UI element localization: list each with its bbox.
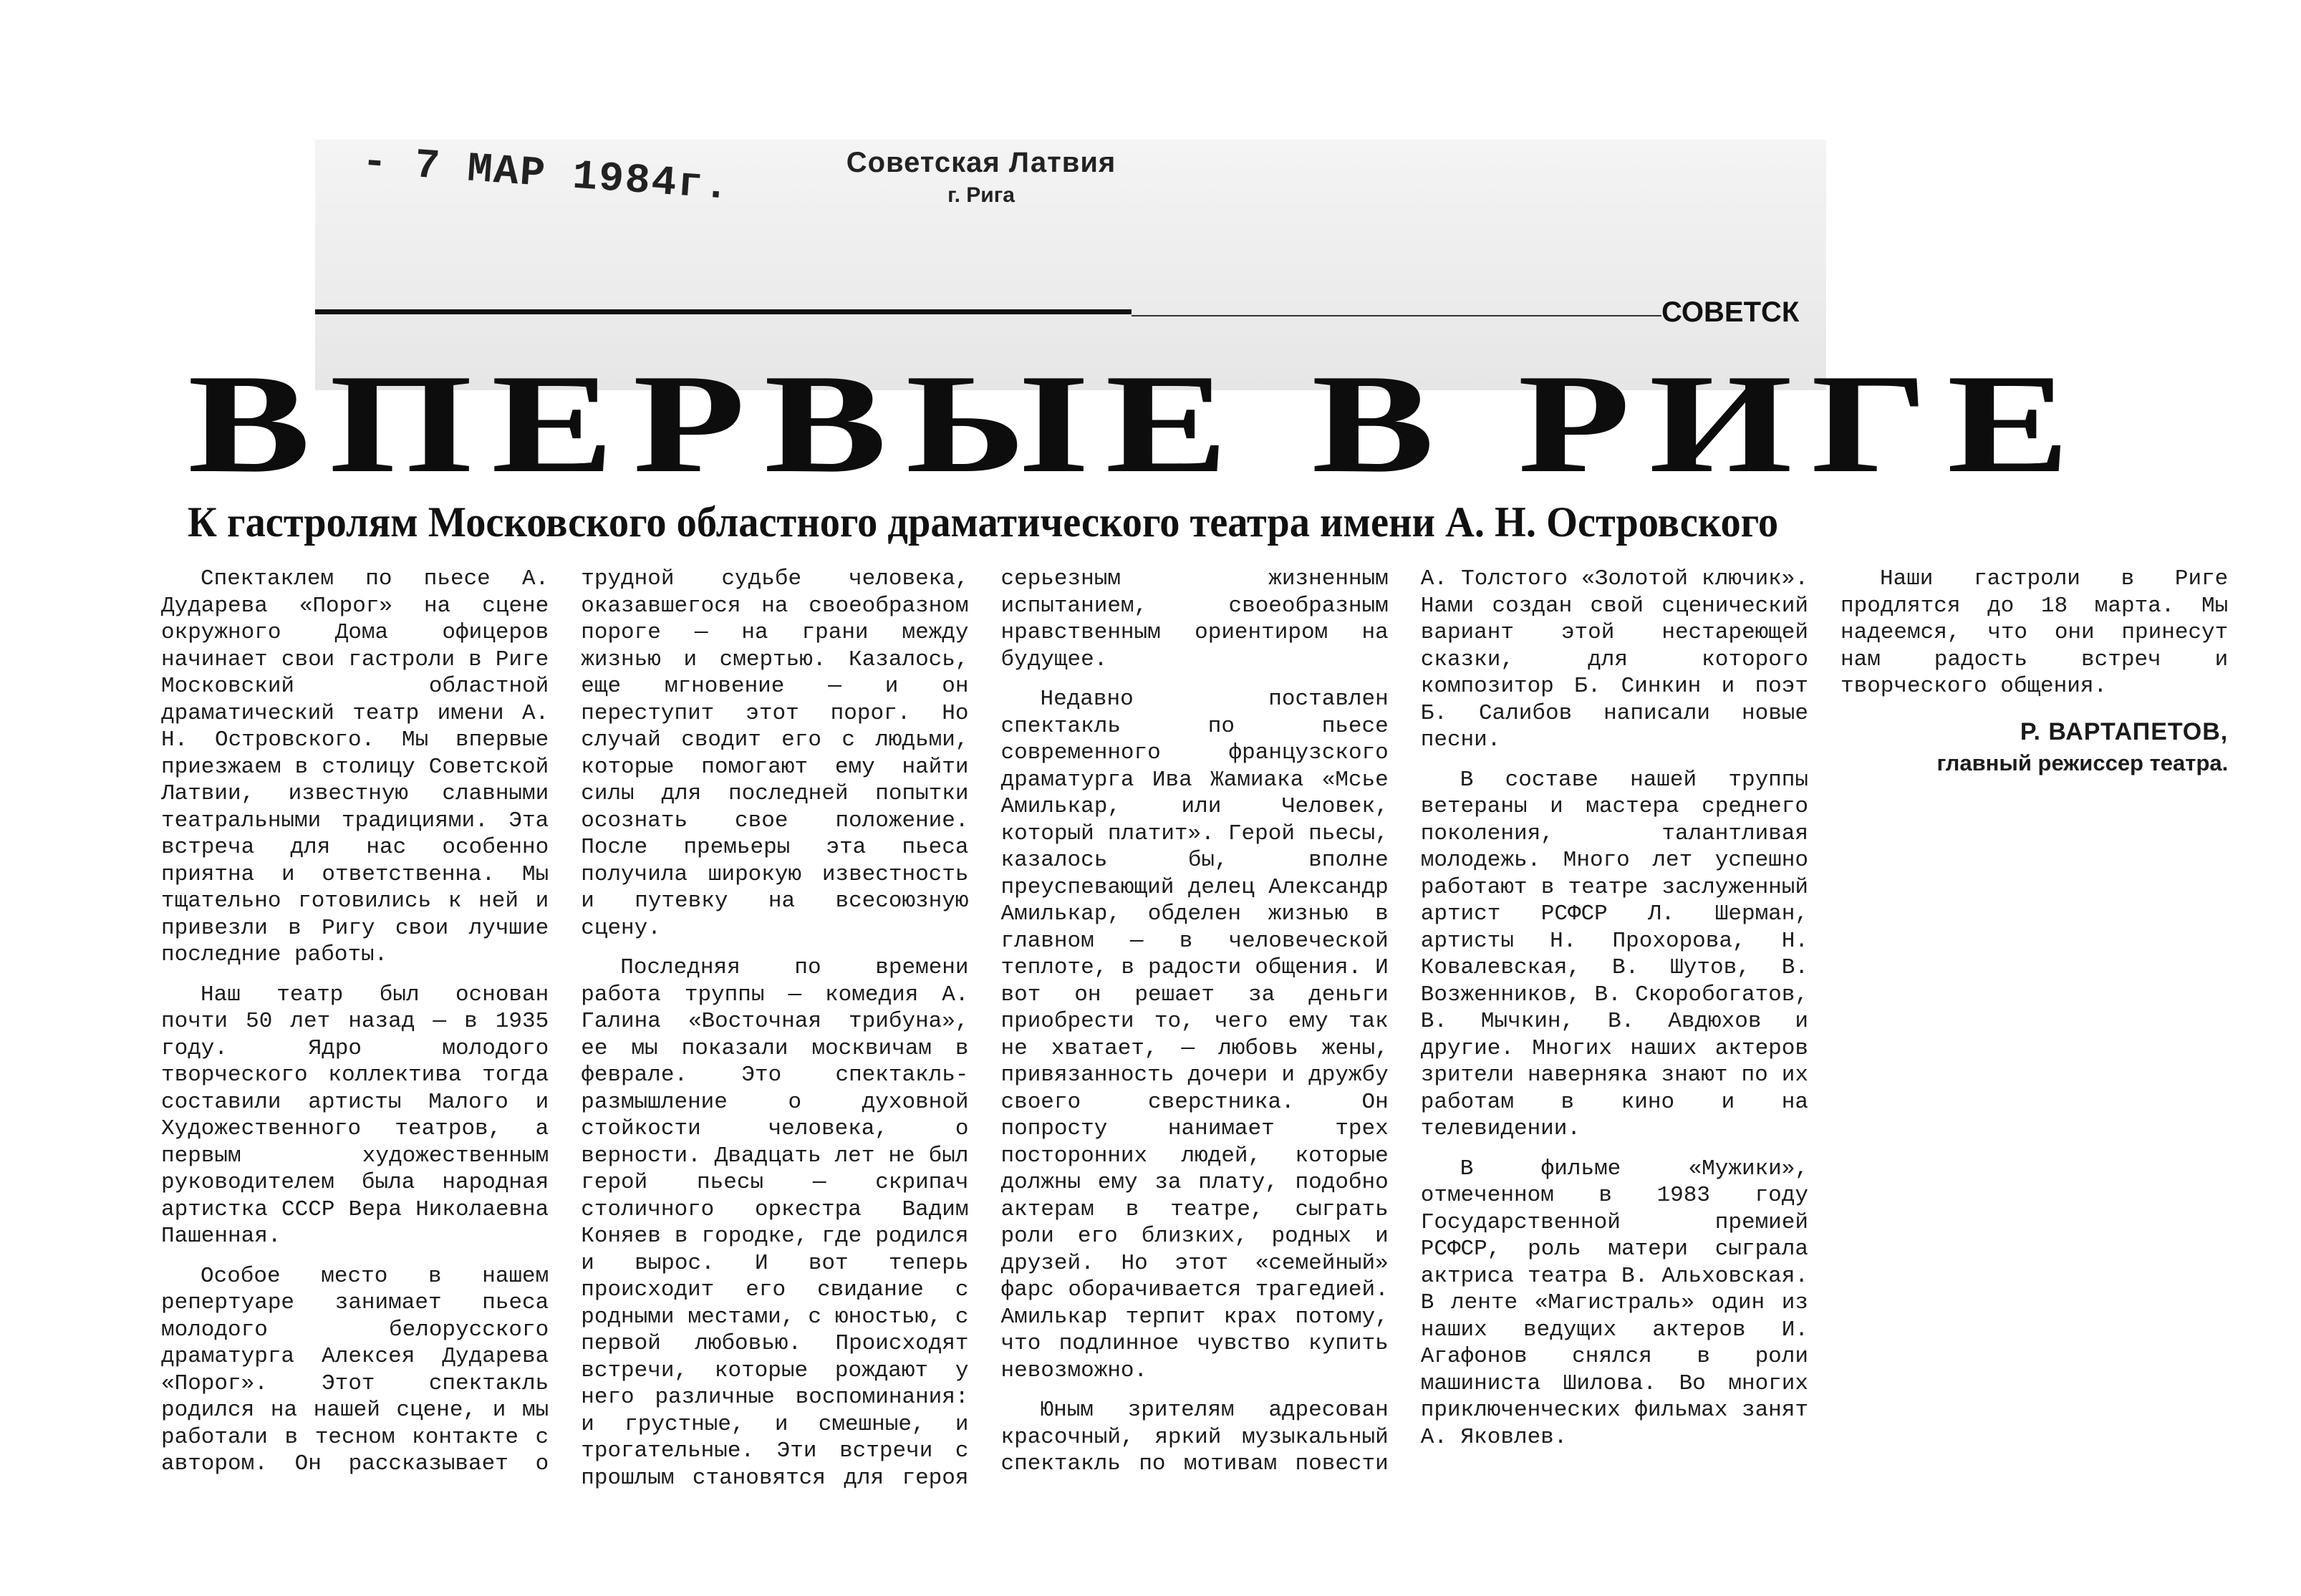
- section-label: СОВЕТСК: [1661, 296, 1800, 328]
- source-stamp: [845, 147, 1117, 208]
- source-paper: Советская Латвия: [846, 147, 1116, 178]
- paragraph-5: Недавно поставлен спектакль по пьесе современного французского драматурга Ива Жамиака «Мсье Амилькар, или Человек, который платит». Герой пьесы, казалось бы, вполне преуспевающий делец Александр Амилькар, обделен жизнью в главном — в человеческой теплоте, в радости общения. И вот он решает за деньги приобрести то, чего ему так не хватает, — любовь жены, привязанность дочери и дружбу своего сверстника. Он попросту нанимает трех посторонних людей, которые должны ему за плату, подобно актерам в театре, сыграть роли его близких, родных и друзей. Но этот «семейный» фарс оборачивается трагедией. Амилькар терпит крах потому, что подлинное чувство купить невозможно.: [1000, 687, 1389, 1383]
- headline: ВПЕРВЫЕ В РИГЕ: [188, 345, 2089, 502]
- paragraph-6: Юным зрителям адресован красочный, яркий музыкальный спектакль по мотивам повести А. Толстого «Золотой ключик». Нами создан свой сценический вариант этой нестареющей сказки, для которого композитор Б. Синкин и поэт Б. Салибов написали новые песни.: [1000, 566, 1808, 1476]
- article-body: [161, 566, 2229, 1493]
- signature: [1841, 719, 2228, 777]
- author-name: Р. ВАРТАПЕТОВ,: [2020, 717, 2229, 745]
- paragraph-8: В фильме «Мужики», отмеченном в 1983 году Государственной премией РСФСР, роль матери сыграла актриса театра В. Альховская. В ленте «Магистраль» один из наших ведущих актеров И. Агафонов снялся в роли машиниста Шилова. Во многих приключенческих фильмах занят А. Яковлев.: [1420, 1156, 1808, 1450]
- source-city: г. Рига: [947, 183, 1015, 207]
- date-stamp: - 7 МАР 1984г.: [360, 139, 732, 211]
- paragraph-4: Последняя по времени работа труппы — комедия А. Галина «Восточная трибуна», ее мы показали москвичам в феврале. Это спектакль-размышление о духовной стойкости человека, о верности. Двадцать лет не был герой пьесы — скрипач столичного оркестра Вадим Коняев в городке, где родился и вырос. И вот теперь происходит его свидание с родными местами, с юностью, с первой любовью. Происходят встречи, которые рождают у него различные воспоминания: и грустные, и смешные, и трогательные. Эти встречи с прошлым становятся для героя серьезным жизненным испытанием, своеобразным нравственным ориентиром на будущее.: [581, 566, 1389, 1491]
- paragraph-3: Особое место в нашем репертуаре занимает пьеса молодого белорусского драматурга Алексея Дударева «Порог». Этот спектакль родился на нашей сцене, и мы работали в тесном контакте с автором. Он рассказывает о трудной судьбе человека, оказавшегося на своеобразном пороге — на грани между жизнью и смертью. Казалось, еще мгновение — и он переступит этот порог. Но случай сводит его с людьми, которые помогают ему найти силы для последней попытки осознать свое положение. После премьеры эта пьеса получила широкую известность и путевку на всесоюзную сцену.: [161, 566, 969, 1476]
- paragraph-2: Наш театр был основан почти 50 лет назад — в 1935 году. Ядро молодого творческого коллектива тогда составили артисты Малого и Художественного театров, а первым художественным руководителем была народная артистка СССР Вера Николаевна Пашенная.: [161, 982, 549, 1249]
- paragraph-7: В составе нашей труппы ветераны и мастера среднего поколения, талантливая молодежь. Много лет успешно работают в театре заслуженный артист РСФСР Л. Шерман, артисты Н. Прохорова, Н. Ковалевская, В. Шутов, В. Возженников, В. Скоробогатов, В. Мычкин, В. Авдюхов и другие. Многих наших актеров зрители наверняка знают по их работам в кино и на телевидении.: [1420, 767, 1808, 1141]
- paragraph-9: Наши гастроли в Риге продлятся до 18 марта. Мы надеемся, что они принесут нам радость встреч и творческого общения.: [1841, 566, 2229, 699]
- subheadline: К гастролям Московского областного драматического театра имени А. Н. Островского: [188, 498, 1779, 546]
- paragraph-1: Спектаклем по пьесе А. Дударева «Порог» на сцене окружного Дома офицеров начинает свои гастроли в Риге Московский областной драматический театр имени А. Н. Островского. Мы впервые приезжаем в столицу Советской Латвии, известную славными театральными традициями. Эта встреча для нас особенно приятна и ответственна. Мы тщательно готовились к ней и привезли в Ригу свои лучшие последние работы.: [161, 566, 549, 967]
- top-rule-thin: [1132, 315, 1661, 316]
- author-role: главный режиссер театра.: [1936, 750, 2229, 775]
- top-rule: [315, 309, 1132, 314]
